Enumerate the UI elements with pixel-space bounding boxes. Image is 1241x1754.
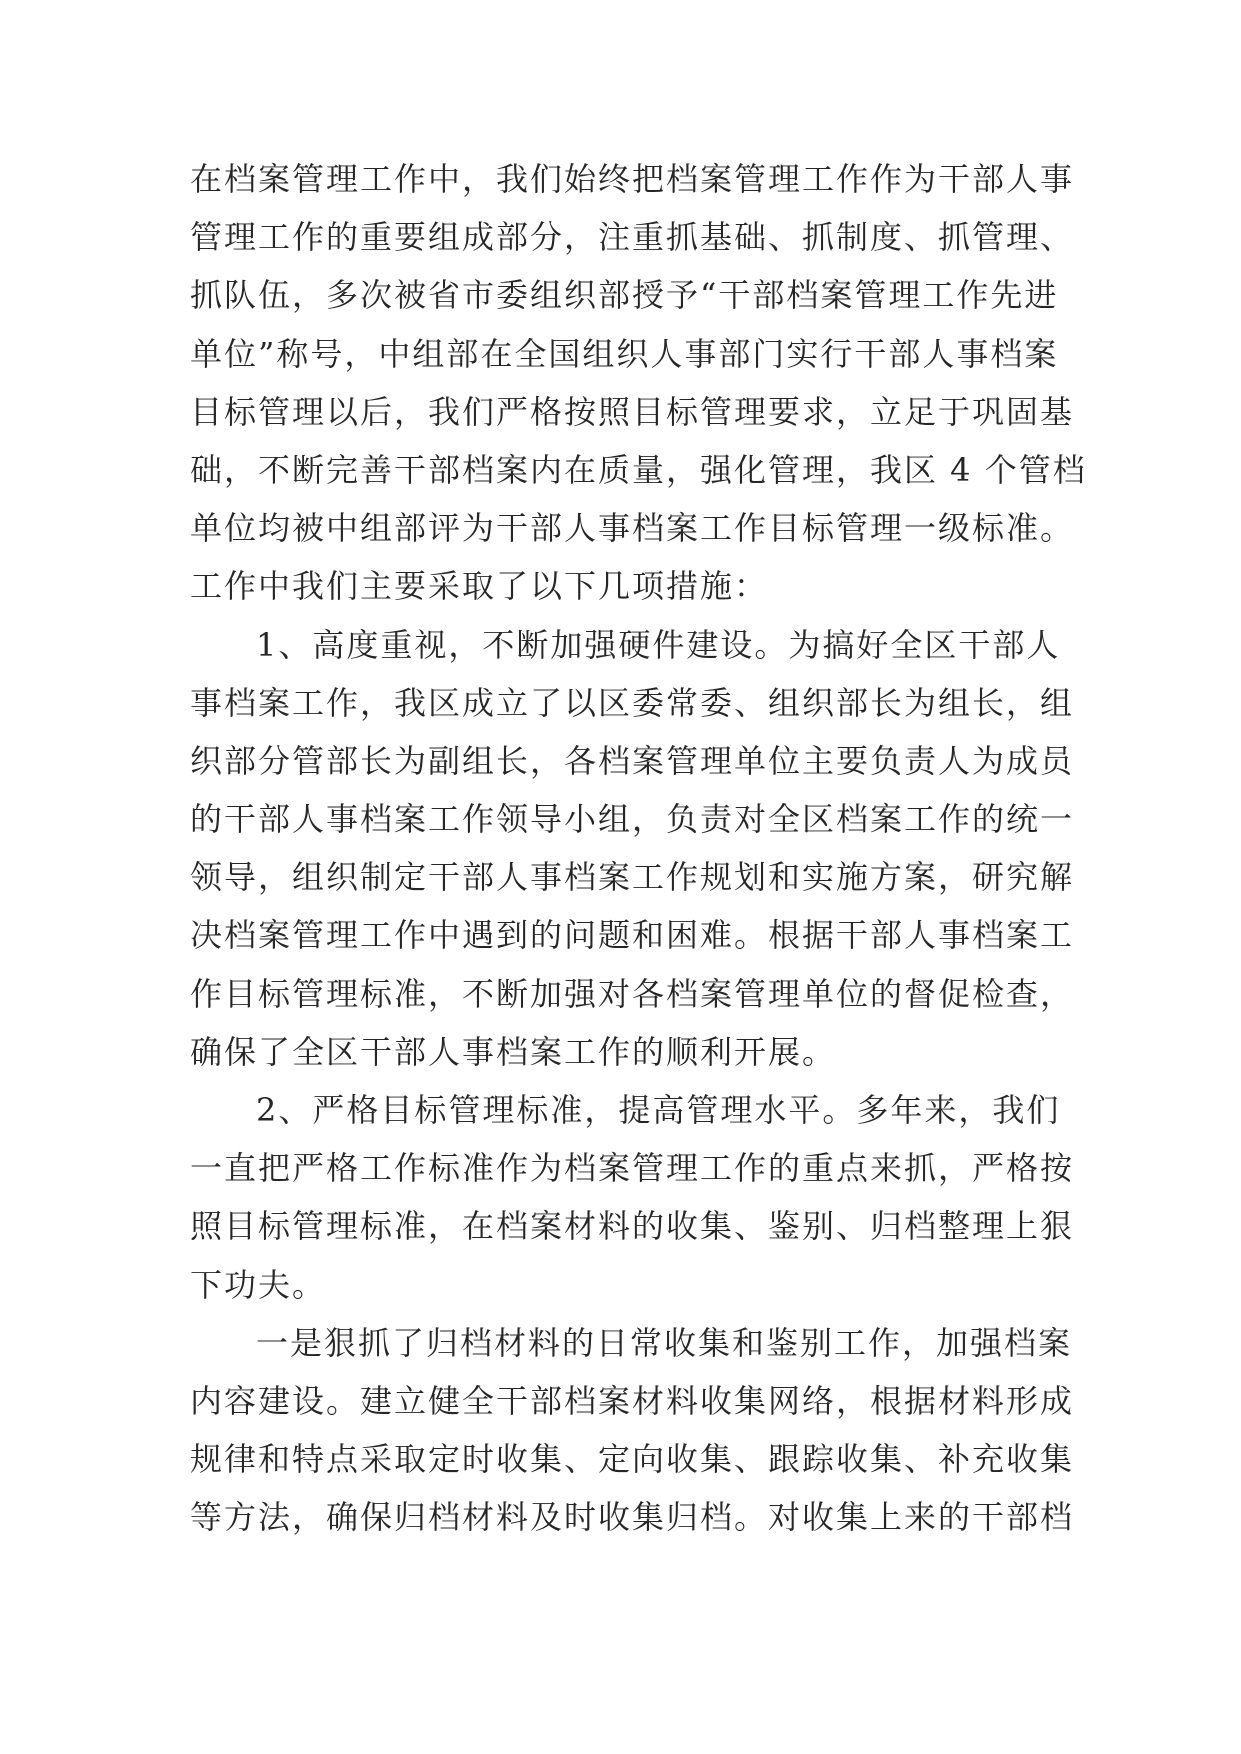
document-body: [190, 150, 1087, 1547]
text-line: 在档案管理工作中，我们始终把档案管理工作作为干部人事: [190, 160, 1075, 198]
text-line: 的干部人事档案工作领导小组，负责对全区档案工作的统一: [190, 800, 1075, 839]
text-line: 管理工作的重要组成部分，注重抓基础、抓制度、抓管理、: [190, 218, 1075, 257]
text-line: 目标管理以后，我们严格按照目标管理要求，立足于巩固基: [190, 392, 1075, 431]
text-line: 单位”称号，中组部在全国组织人事部门实行干部人事档案: [190, 334, 1059, 373]
text-line: 一直把严格工作标准作为档案管理工作的重点来抓，严格按: [190, 1149, 1075, 1188]
text-line: 单位均被中组部评为干部人事档案工作目标管理一级标准。: [190, 509, 1075, 548]
text-line: 决档案管理工作中遇到的问题和困难。根据干部人事档案工: [190, 916, 1075, 955]
paragraph-first-line: 1、高度重视，不断加强硬件建设。为搞好全区干部人: [256, 625, 1061, 664]
text-line: 作目标管理标准，不断加强对各档案管理单位的督促检查，: [190, 974, 1075, 1013]
text-line: 确保了全区干部人事档案工作的顺利开展。: [190, 1032, 837, 1071]
text-line: 织部分管部长为副组长，各档案管理单位主要负责人为成员: [190, 741, 1075, 780]
text-line: 内容建设。建立健全干部档案材料收集网络，根据材料形成: [190, 1381, 1075, 1420]
paragraph-first-line: 2、严格目标管理标准，提高管理水平。多年来，我们: [256, 1091, 1061, 1129]
text-line: 规律和特点采取定时收集、定向收集、跟踪收集、补充收集: [190, 1440, 1075, 1479]
text-line: 照目标管理标准，在档案材料的收集、鉴别、归档整理上狠: [190, 1207, 1075, 1246]
text-line: 领导，组织制定干部人事档案工作规划和实施方案，研究解: [190, 858, 1075, 897]
text-line: 等方法，确保归档材料及时收集归档。对收集上来的干部档: [190, 1498, 1075, 1537]
paragraph-first-line: 一是狠抓了归档材料的日常收集和鉴别工作，加强档案: [256, 1323, 1073, 1362]
text-line: 抓队伍，多次被省市委组织部授予“干部档案管理工作先进: [190, 276, 1059, 315]
text-line: 工作中我们主要采取了以下几项措施：: [190, 567, 769, 606]
text-line: 础，不断完善干部档案内在质量，强化管理，我区 4 个管档: [190, 450, 1087, 489]
text-line: 事档案工作，我区成立了以区委常委、组织部长为组长，组: [190, 683, 1075, 722]
text-line: 下功夫。: [190, 1265, 327, 1304]
